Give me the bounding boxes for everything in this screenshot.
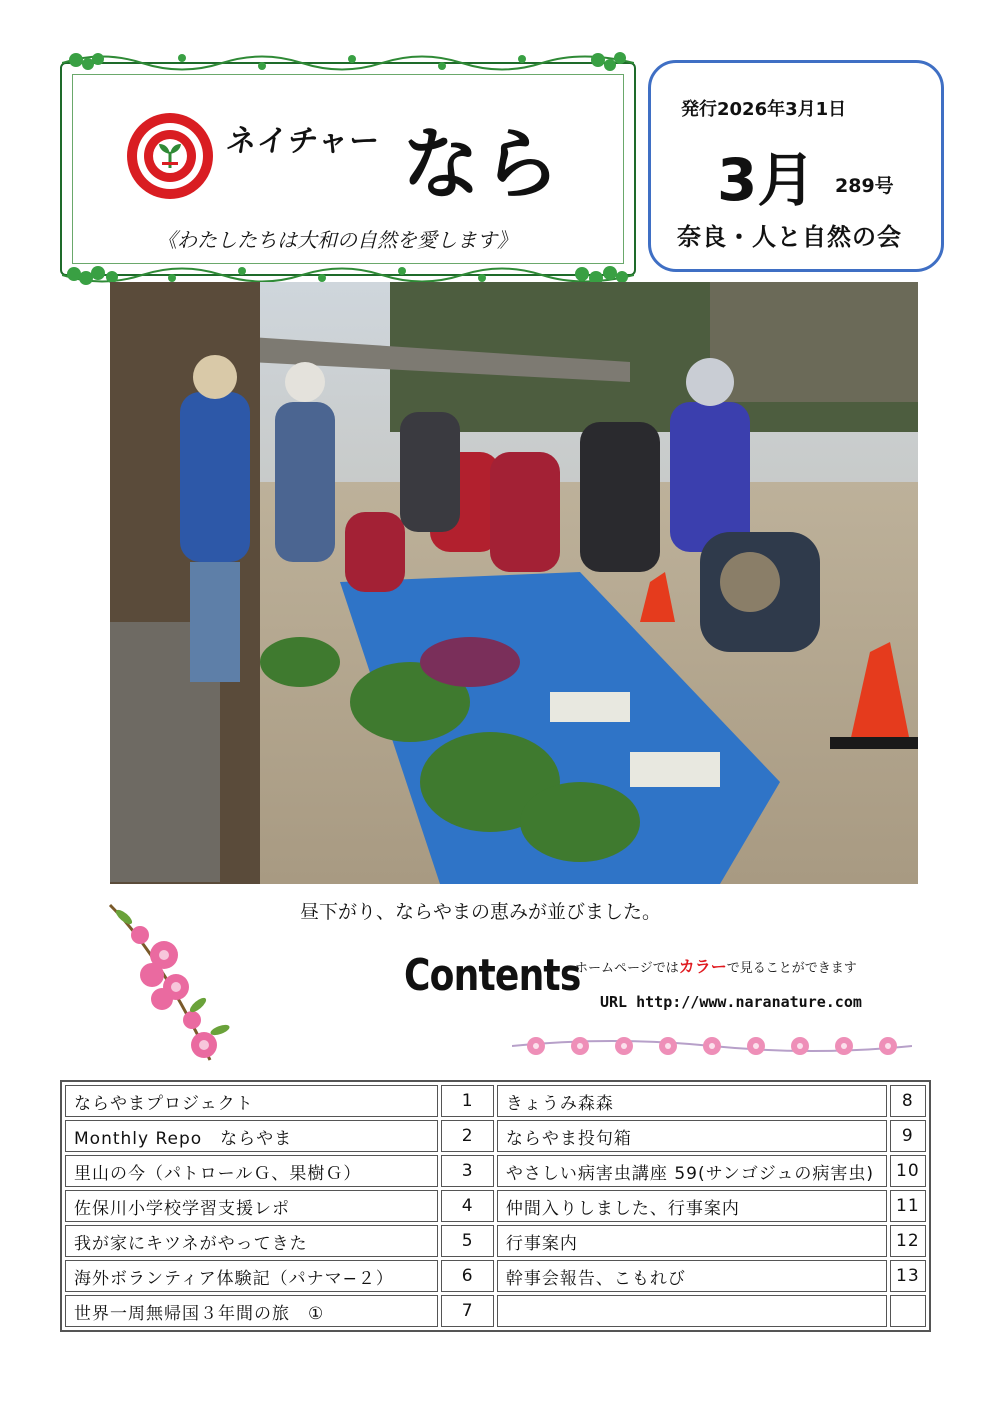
flower-branch-icon [100, 895, 240, 1067]
toc-left-title: 我が家にキツネがやってきた [65, 1225, 438, 1257]
toc-right-title: きょうみ森森 [497, 1085, 887, 1117]
issue-number: 289号 [835, 175, 894, 197]
toc-right-page: 13 [890, 1260, 926, 1292]
issue-info-box [648, 60, 944, 272]
vine-border-top [62, 50, 634, 76]
masthead [60, 62, 636, 276]
table-row [65, 1260, 926, 1292]
toc-left-title: 佐保川小学校学習支援レポ [65, 1190, 438, 1222]
toc-right-title: 幹事会報告、こもれび [497, 1260, 887, 1292]
toc-left-page: 4 [441, 1190, 493, 1222]
table-row [65, 1190, 926, 1222]
toc-left-page: 3 [441, 1155, 493, 1187]
contents-title: Contents [404, 950, 581, 1001]
table-row [65, 1155, 926, 1187]
homepage-note [575, 954, 857, 977]
photo-caption: 昼下がり、ならやまの恵みが並びました。 [300, 901, 662, 923]
brand-name: なら [402, 120, 563, 210]
issue-date: 発行2026年3月1日 [681, 99, 847, 120]
toc-left-page: 1 [441, 1085, 493, 1117]
issue-month: 3月 [717, 146, 816, 214]
toc-right-page: 9 [890, 1120, 926, 1152]
toc-left-title: ならやまプロジェクト [65, 1085, 438, 1117]
toc-left-page: 2 [441, 1120, 493, 1152]
nature-nara-logo-icon [126, 112, 214, 200]
table-row [65, 1295, 926, 1327]
homepage-note-prefix: ホームページでは [575, 961, 679, 976]
table-row [65, 1225, 926, 1257]
brand-kana: ネイチャー [224, 124, 383, 159]
toc-right-page: 11 [890, 1190, 926, 1222]
toc-left-page: 6 [441, 1260, 493, 1292]
table-of-contents [60, 1080, 931, 1332]
toc-left-title: 里山の今（パトロールＧ、果樹Ｇ） [65, 1155, 438, 1187]
toc-right-title [497, 1295, 887, 1327]
homepage-note-suffix: で見ることができます [726, 961, 857, 976]
toc-left-title: 海外ボランティア体験記（パナマ−２） [65, 1260, 438, 1292]
homepage-url[interactable]: URL http://www.naranature.com [600, 993, 862, 1011]
table-row [65, 1120, 926, 1152]
toc-left-title: 世界一周無帰国３年間の旅 ① [65, 1295, 438, 1327]
issue-organization: 奈良・人と自然の会 [677, 223, 902, 251]
toc-right-title: 行事案内 [497, 1225, 887, 1257]
toc-left-title: Monthly Repo ならやま [65, 1120, 438, 1152]
toc-right-title: やさしい病害虫講座 59(サンゴジュの病害虫) [497, 1155, 887, 1187]
toc-right-page: 8 [890, 1085, 926, 1117]
toc-left-page: 7 [441, 1295, 493, 1327]
cover-photo [110, 282, 918, 884]
homepage-note-color-word: カラー [678, 957, 727, 976]
table-row [65, 1085, 926, 1117]
toc-right-page: 10 [890, 1155, 926, 1187]
toc-right-page [890, 1295, 926, 1327]
tagline: 《わたしたちは大和の自然を愛します》 [157, 228, 517, 252]
flower-border-icon [512, 1028, 912, 1064]
toc-right-title: 仲間入りしました、行事案内 [497, 1190, 887, 1222]
toc-right-title: ならやま投句箱 [497, 1120, 887, 1152]
toc-left-page: 5 [441, 1225, 493, 1257]
toc-right-page: 12 [890, 1225, 926, 1257]
